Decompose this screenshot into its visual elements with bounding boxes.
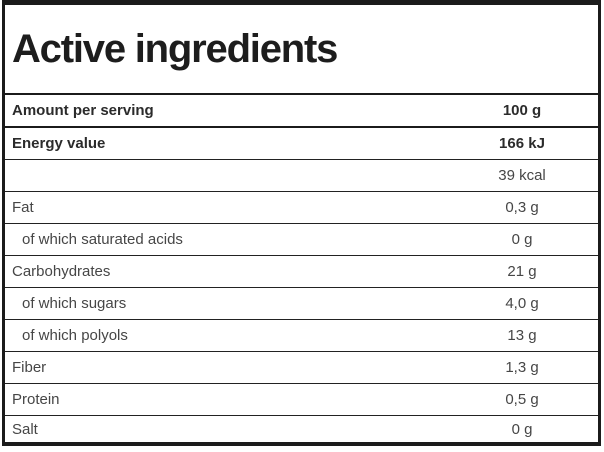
table-row <box>5 223 598 255</box>
row-value: 0 g <box>511 420 533 438</box>
row-value: 0 g <box>511 231 533 248</box>
table-row <box>5 159 598 191</box>
row-label: of which sugars <box>22 295 127 312</box>
table-row <box>5 255 598 287</box>
row-label: Salt <box>12 420 38 438</box>
table-row <box>5 319 598 351</box>
row-value: 1,3 g <box>505 359 539 376</box>
nutrition-table <box>2 0 601 446</box>
table-row <box>5 191 598 223</box>
row-label: Fiber <box>12 359 47 376</box>
table-row <box>5 126 598 159</box>
row-value: 0,3 g <box>505 199 539 216</box>
row-value: 21 g <box>507 263 537 280</box>
row-value: 100 g <box>502 102 542 119</box>
row-label: Protein <box>12 391 60 408</box>
table-row <box>5 351 598 383</box>
row-label: Amount per serving <box>12 102 154 119</box>
row-value: 13 g <box>507 327 537 344</box>
nutrition-rows <box>5 95 598 442</box>
row-value: 39 kcal <box>498 167 546 184</box>
table-row <box>5 95 598 126</box>
table-title: Active ingredients <box>5 5 598 95</box>
row-label: Fat <box>12 199 34 216</box>
row-value: 4,0 g <box>505 295 539 312</box>
table-row <box>5 287 598 319</box>
row-label: of which saturated acids <box>22 231 183 248</box>
table-row <box>5 383 598 415</box>
row-label: Carbohydrates <box>12 263 111 280</box>
row-label: Energy value <box>12 135 106 152</box>
row-label: of which polyols <box>22 327 128 344</box>
row-value: 166 kJ <box>499 135 545 152</box>
row-value: 0,5 g <box>505 391 539 408</box>
table-row <box>5 415 598 442</box>
